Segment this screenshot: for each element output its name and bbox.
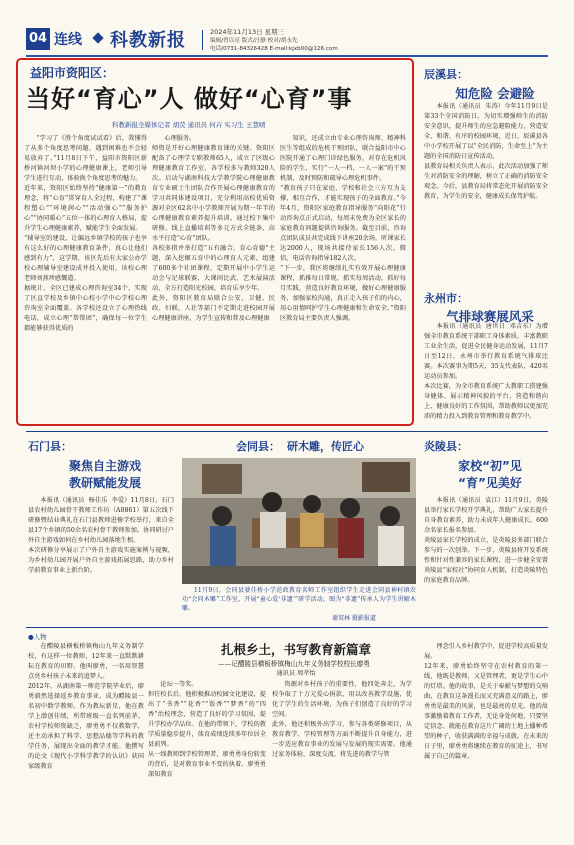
masthead (26, 26, 548, 54)
center-bottom-tag: 会同县： (236, 440, 280, 453)
masthead-rule (26, 55, 548, 57)
lead-kicker: 益阳市资阳区： (30, 66, 115, 80)
feature-column-1: 在醴陵县横板桥镇梅山九年义务制学校，有这样一位教师，12年来一直默默耕耘在教育的田野。他叫廖勇，一名用智慧点亮乡村孩子未来的追梦人。 2012年，从湖南第一师范学院毕业后，廖勇毅然选择返乡教育事业，成为醴陵县一名初中数学教师。作为教坛新星，他在教学上潜创佳绩，所带班级一直名列前茅。农村学校师资缺乏，廖勇勇不仅教数学，还主动承担了科学、思想品德等学科的教学任务，展现出全面的教学才能。他撰写的论文《现代小学科学教学的认识》获国家级教育 (28, 643, 144, 770)
right-bottom-tag: 炎陵县： (424, 440, 468, 453)
masthead-divider (202, 30, 203, 50)
feature-column-2: 论坛一等奖。 担任校长后，他积极推动校园文化建设，提出了“书香”“花香”“饭香”“梦香”的“四香”治校理念，营造了良好的学习氛围，提升学校办学品位。在他的带领下，学校的教学质量稳步提升，体育成绩连续多年位居全县前列。 从一线教师到学校管理者，廖勇勇身份转变的背后，是对教育事业不变的执着。廖勇勇深知教育 (148, 681, 266, 778)
right1-tag: 辰溪县： (424, 68, 468, 81)
page-number: 04 (26, 28, 50, 50)
center-bottom-headline: 研木雕，传匠心 (287, 440, 364, 453)
feature-subhead: ——记醴陵县横板桥镇梅山九年义务制学校校长廖勇 (218, 660, 370, 668)
woodcarving-photo (182, 458, 416, 584)
photo-caption: 11月9日，会同县婆佳桥小学范政教育名师工作室组织学生走进会同县神村镇农功“会同木雕”工作室，开展“童心爱‘非遗’”研学活动。图为“非遗”传承人为学生讲解木雕。 (182, 587, 416, 612)
feature-byline: 通讯员 周孝怡 (276, 670, 316, 677)
editor-line: 编辑/曾以亮 版式/汪静 校对/胡永先 (210, 38, 298, 44)
date-line: 2024年11月13日 星期三 (210, 28, 285, 36)
lead-column-1: “学习了《胜个角度试试看》后，我懂得了从多个角度思考问题，遇到困难也不会轻易放弃了。”11月8日下午，益阳市资阳区新桥河镇河坝小学的心理健康课上，老师引导学生进行互动，体验换个角度思考的魅力。 近年来，资阳区始终坚持“健康第一”的教育理念，将“心育”贯穿育人全过程，构建了“课程塑心”“环境润心”“活动强心”“服务护心”“协同暖心”五位一体的心理育人格局，提升学生心理健康素养，赋能学生全面发展。 “辅导室的建设，让偏远乡镇学校的孩子也享有这么好的心理健康教育条件，真心让他们感到有力”，这学期，该区先后有大家公办学校心理辅导室建设成并投入使用，该校心理老师刘燕珍感慨道。 据统计，全区已建成心理咨询室34个、实现了区直学校及乡镇中心校小学中心学校心理咨询室全面覆盖。各学校还设立了心理热线电话，成立心理“帮帮团”，确保每一位学生都能够获得优质的 (24, 135, 147, 332)
contact-line: 电话/0731-84326428 E-mail:kjxb00@126.com (210, 46, 338, 52)
feature-headline: 扎根乡土，书写教育新篇章 (220, 642, 371, 657)
right-bottom-body: 本报讯（通讯员 袁江）11月9日，炎陵县举行家长学校开学典礼，帮助广大家长提升自身教育素养，助力未成年人健康成长，600余名家长报名参加。 炎陵县家长学校的成立，是炎陵县多部门联合参与的一次创举。下一步，炎陵县将开发系统性和针对性兼容的家长课程，进一步健全安置炎陵县“家校社”协同育人机制，打造炎陵特色的家庭教育品牌。 (424, 497, 548, 584)
column-tag: 连线 (54, 32, 82, 48)
divider-feature (26, 627, 548, 628)
left-bottom-headline: 聚焦自主游戏 教研赋能发展 (68, 459, 141, 490)
right1-body: 本报讯（通讯员 朱涛）今年11月9日是第33个全国消防日。为切实增强师生的消防安全意识，提升师生的应急避险能力，营造安全、和谐、有序的校园环境，近日，辰溪县各中小学校开展了以“全民消防，生命至上”为主题的全国消防日宣传活动。 县教育局相关负责人表示，此次活动加强了师生对消防安全的理解，树立了正确的消防安全观念。今后，县教育局将常态化开展消防安全教育，为学生的安全，健康成长保驾护航。 (424, 103, 548, 200)
photo-illustration (182, 458, 416, 584)
lead-column-2: 心理服务。 师资是开好心理健康教育课的关键。资阳区配备了心理学专职教师65人，成立了区级心理健康教育工作室，各学校多与教师320人次。启动与湖南科技大学教学院心理健康教育专业硕士生团队合作开展心理健康教育的学习共同体建设项目，充分利用高校优质资源对全区62名中小学教师开展为期一年半的心理健康教育素养提升培训。通过校下集中研修、线上直播培训等多元方式全链条，高水平打造“心育”团队。 各校多措并举打造“五有融合，育心育德”主题，深入挖掘五育中的心理育人元素，组建了600多个社团课程，定期开展中小学生运动会与足球联赛、大课间比武、艺术展演活动、全方打造阳光校园，培育乐享少年。 此外，资阳区教育局联合公安、卫健、民政、妇联，人社等部门不定期走进校园开展心理健康讲座，为学生宣传和普及心理健康 (152, 135, 275, 322)
feature-section-label: ●人物 (28, 633, 47, 641)
right-bottom-headline: 家校“初”见 “育”见美好 (458, 459, 522, 490)
diamond-icon (92, 32, 103, 43)
right1-headline: 知危险 会避险 (455, 86, 535, 101)
right2-tag: 永州市： (424, 292, 468, 305)
newspaper-title: 科教新报 (110, 30, 186, 51)
left-bottom-body: 本报讯（通讯员 杨佳乐 李爱）11月8日，石门县农村幼儿园骨干教师工作坊（A0861）第五次线下研修暨结业典礼在石门县教师进修学校举行，来自全县17个乡镇的50余名农村骨干教师参加。协同研讨户外自主游戏如何在乡村幼儿园落地生根。 本次研修分享展示了户外自主游戏实施案例与视频，为乡村幼儿园开展户外自主游戏拓展思路，助力乡村学前教育事业上新台阶。 (28, 497, 174, 574)
feature-column-3: 资源对乡村孩子的重要性，他四处奔走，为学校争取了十万元爱心捐款，用以改善教学设施，优化了学生的生活环境，为孩子们创造了良好的学习空间。 此外，他还积极外出学习，参与各类研修项目，从教育教学、学校管理等方面不断提升自身能力，进一步适应教育事业的发展与发展的现实需要。他通过家务体验、深度交流，将先进的教学与管 (272, 681, 412, 758)
lead-column-3: 知识，还成立由专业心理咨询师、精神科医生等组成的危机干预团队，联合益阳市中心医院开通了心理门诊绿色服务，对存在危机风险的学生，实行“一人一档、一人一案”的干预机制，及时预防和疏导心理危机事件。 “教育孩子只在家庭、学校和社会三方互为支撑，相互合作，才能实现孩子的全面教育。”今年4月，资阳区家庭教育指导服务“向阳花”行动咨询点正式启动，每周末免费为全区家长的家庭教育问题提供咨询服务。截至目前，咨询点团队成员共完成线下讲座20余场，听课家长达2000人，现场共接待家长156人次，微信，电话咨询指导182人次。 “下一步，我区将继续扎实有效开展心理健康课程，抓推每日常规，抓实每周活动，抓好每月实践，营造良好教育环境，做好心理健康服务，加强家校沟通，真正走入孩子们的内心，用心用情呵护学生心理健康和生命安全。”资阳区教育局主要负责人强调。 (280, 135, 406, 322)
right2-headline: 气排球赛展风采 (446, 309, 534, 324)
divider-mid (26, 431, 548, 432)
lead-byline: 科教新报全媒体记者 胡荧 通讯员 何卉 实习生 王慧晴 (112, 121, 266, 129)
photo-credit: 谢双林 摄影报道 (332, 615, 376, 622)
lead-headline: 当好“育心”人 做好“心育”事 (26, 85, 353, 113)
feature-column-4: 理念引入乡村教学中，促进学校高质量发展。 12年来，廖勇始终坚守在农村教育的第一线，他既是教师，又是管理者，更是学生心中的灯塔。他的故事，是关于奉献与梦想的交响曲，在教育这条漫长而又充满意义的路上，廖勇勇是最美的风景，也是最亮的星光。他的故事激励着教育工作者，无论身处何地，只要坚定信念、就能在教育这片广阔的土地上播种希望的种子，收获满满的幸福与成就。在未来的日子里，廖勇勇将继续在教育的征途上，书写属于自己的篇章。 (424, 643, 548, 760)
left-bottom-tag: 石门县： (28, 440, 72, 453)
right2-body: 本报讯（通讯员 唐世日 邓吉东）为增强全市教育系统干部职工身体素质，丰富教职工业余生活，促进全民健身运动发展，11月7日至12日，永州市举行教育系统气排球比赛。本次赛事为期5天，35支代表队、420名运动员参加。 本次比赛，为全市教育系统广大教职工搭建强身健体、展示精神风貌的平台，营造和谐向上、健康良好的工作氛围，帮助教师以更加充沛的精力投入到教育管理和教育教学中。 (424, 323, 548, 420)
